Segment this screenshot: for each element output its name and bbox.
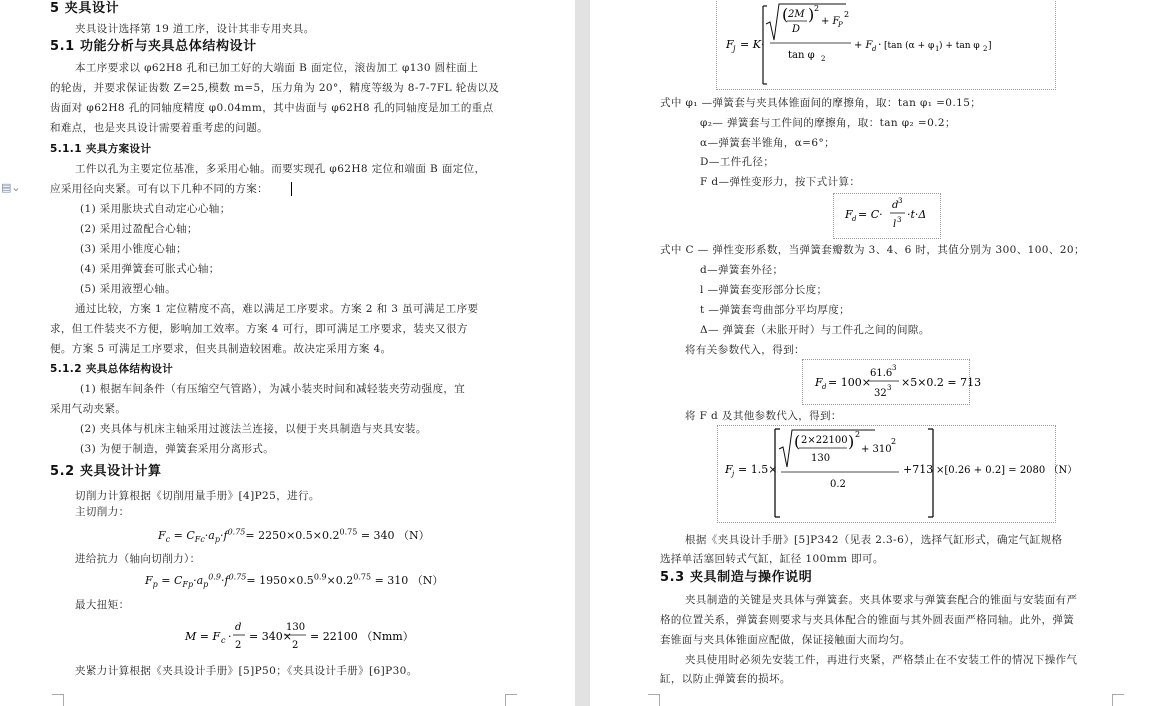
svg-text:1: 1 <box>935 45 940 53</box>
paragraph-line: 将有关参数代入，得到： <box>685 344 805 356</box>
paragraph-line: 夹具设计选择第 19 道工序，设计其非专用夹具。 <box>75 23 315 35</box>
paragraph-line: 齿面对 φ62H8 孔的同轴度精度 φ0.04mm，其中齿面与 φ62H8 孔的同轴度是加工的重点 <box>50 102 494 114</box>
svg-text:= 100×: = 100× <box>828 376 871 389</box>
svg-text:l: l <box>893 219 897 230</box>
svg-text:): ) <box>808 5 815 24</box>
paragraph-line: 通过比较，方案 1 定位精度不高，难以满足工序要求。方案 2 和 3 虽可满足工序要 <box>75 303 479 315</box>
heading-section-5-1: 5.1 功能分析与夹具总体结构设计 <box>50 39 257 54</box>
svg-text:= K·: = K· <box>740 38 765 51</box>
variable-definition: D—工件孔径； <box>700 156 775 168</box>
paragraph-line: 应采用径向夹紧。可有以下几种不同的方案： <box>50 183 268 195</box>
svg-text:×5×0.2 = 713: ×5×0.2 = 713 <box>901 376 982 389</box>
document-page-right <box>590 0 1166 706</box>
svg-text:d: d <box>822 383 827 391</box>
svg-text:2: 2 <box>844 10 850 19</box>
paragraph-line: 主切削力： <box>75 506 130 518</box>
svg-text:]: ] <box>988 41 992 51</box>
paragraph-line: 便。方案 5 可满足工序要求，但夹具制造较困难。故决定采用方案 4。 <box>50 343 392 355</box>
heading-chapter-5: 5 夹具设计 <box>50 1 120 16</box>
heading-section-5-3: 5.3 夹具制造与操作说明 <box>660 570 813 585</box>
variable-definition: φ₂— 弹簧套与工件间的摩擦角，取：tan φ₂ =0.2； <box>700 117 956 129</box>
formula-elastic-force-general <box>845 193 941 239</box>
svg-text:130: 130 <box>286 622 306 633</box>
svg-text:P: P <box>838 21 843 29</box>
formula-cutting-force: $F_c = C_{Fc}\cdot a_p\cdot f^{0.75}= 2250\times 0.5\times 0.2^{0.75} = 340$ （N） <box>158 527 430 545</box>
paragraph-line: 本工序要求以 φ62H8 孔和已加工好的大端面 B 面定位，滚齿加工 φ130 圆柱面上 <box>75 62 479 74</box>
variable-definition: F d—弹性变形力，按下式计算： <box>700 176 861 188</box>
paragraph-line: 求，但工件装夹不方便，影响加工效率。方案 4 可行，即可满足工序要求，装夹又很方 <box>50 323 468 335</box>
page-corner-mark <box>648 694 660 706</box>
list-item: (2) 采用过盈配合心轴； <box>80 223 198 235</box>
svg-text:(: ( <box>794 432 801 451</box>
paragraph-line: 套锥面与夹具体锥面应配做，保证接触面大而均匀。 <box>660 634 911 646</box>
variable-definition: t —弹簧套弯曲部分平均厚度； <box>700 304 851 316</box>
svg-text:d: d <box>852 215 857 223</box>
list-item: (2) 夹具体与机床主轴采用过渡法兰连接，以便于夹具制造与夹具安装。 <box>80 423 427 435</box>
formula-clamp-force-general <box>726 0 1056 88</box>
svg-text:= 22100 （Nmm）: = 22100 （Nmm） <box>310 630 414 643</box>
heading-section-5-1-1: 5.1.1 夹具方案设计 <box>50 143 152 155</box>
svg-text:0.2: 0.2 <box>830 479 846 490</box>
svg-text:3: 3 <box>892 364 897 372</box>
svg-text:tan φ: tan φ <box>788 50 815 61</box>
svg-text:= 1.5×: = 1.5× <box>738 463 778 476</box>
paragraph-line: 夹紧力计算根据《夹具设计手册》[5]P50；《夹具设计手册》[6]P30。 <box>75 665 418 677</box>
formula-elastic-force-value <box>815 359 982 405</box>
variable-definition: 式中 C — 弹性变形系数，当弹簧套瓣数为 3、4、6 时，其值分别为 300、100、20； <box>660 244 1085 256</box>
paragraph-line: 的轮齿，并要求保证齿数 Z=25,模数 m=5，压力角为 20°，精度等级为 8-7-7FL 轮齿以及 <box>50 82 500 94</box>
svg-text:·: · <box>228 630 232 643</box>
svg-text:3: 3 <box>898 197 903 205</box>
variable-definition: l —弹簧套变形部分长度； <box>700 284 828 296</box>
svg-text:d: d <box>892 200 899 211</box>
list-item: (3) 为便于制造，弹簧套采用分离形式。 <box>80 443 275 455</box>
paragraph-line: 缸，以防止弹簧套的损坏。 <box>660 673 791 685</box>
svg-text:j: j <box>732 470 735 478</box>
svg-text:c: c <box>221 636 226 645</box>
paragraph-line: 选择单活塞回转式气缸，缸径 100mm 即可。 <box>660 553 884 565</box>
svg-text:2: 2 <box>891 437 897 446</box>
svg-text:61.6: 61.6 <box>870 368 893 379</box>
paragraph-line: 根据《夹具设计手册》[5]P342（见表 2.3-6），选择气缸形式，确定气缸规格 <box>685 534 1063 546</box>
list-item: (3) 采用小锥度心轴； <box>80 243 188 255</box>
heading-section-5-1-2: 5.1.2 夹具总体结构设计 <box>50 363 174 375</box>
heading-section-5-2: 5.2 夹具设计计算 <box>50 464 162 479</box>
svg-text:F: F <box>725 463 733 476</box>
paragraph-line: 工件以孔为主要定位基准，多采用心轴。而要实现孔 φ62H8 定位和端面 B 面定位， <box>75 163 486 175</box>
svg-text:32: 32 <box>874 388 887 399</box>
svg-text:2×22100: 2×22100 <box>801 435 848 446</box>
svg-text:2: 2 <box>821 55 826 63</box>
paragraph-line: 切削力计算根据《切削用量手册》[4]P25，进行。 <box>75 490 320 502</box>
variable-definition: α—弹簧套半锥角，α=6°； <box>700 137 836 149</box>
formula-feed-force: $F_p = C_{Fp}\cdot a_p^{0.9}\cdot f^{0.75}= 1950\times 0.5^{0.9}\times 0.2^{0.75} = 310$ （N） <box>145 572 444 590</box>
svg-text:(: ( <box>782 5 789 24</box>
svg-text:2: 2 <box>235 640 242 651</box>
formula-max-torque <box>185 616 425 656</box>
svg-text:2: 2 <box>814 4 820 13</box>
svg-text:= C·: = C· <box>858 208 883 221</box>
page-corner-mark <box>1112 694 1124 706</box>
svg-text:j: j <box>733 44 736 53</box>
variable-definition: d—弹簧套外径； <box>700 264 784 276</box>
svg-text:F: F <box>726 38 734 51</box>
svg-text:= 340×: = 340× <box>249 630 292 643</box>
svg-text:3: 3 <box>897 216 902 224</box>
list-item: (1) 根据车间条件（有压缩空气管路），为减小装夹时间和减轻装夹劳动强度，宜 <box>80 383 466 395</box>
variable-definition: 式中 φ₁ —弹簧套与夹具体锥面间的摩擦角，取：tan φ₁ =0.15； <box>660 97 982 109</box>
page-corner-mark <box>505 694 517 706</box>
svg-text:+ F: + F <box>854 40 873 51</box>
paragraph-line: 夹具制造的关键是夹具体与弹簧套。夹具体要求与弹簧套配合的锥面与安装面有严 <box>685 594 1078 606</box>
document-icon[interactable]: ▤⌄ <box>1 181 21 194</box>
torque-lhs: M = F <box>185 630 221 643</box>
paragraph-line: 将 F d 及其他参数代入，得到： <box>685 410 842 422</box>
list-item: (1) 采用胀块式自动定心心轴； <box>80 203 231 215</box>
svg-text:F: F <box>815 376 823 389</box>
svg-text:·t·Δ: ·t·Δ <box>907 208 927 221</box>
svg-text:[tan (α + φ: [tan (α + φ <box>884 41 935 51</box>
svg-text:2: 2 <box>292 640 299 651</box>
list-item: (5) 采用液塑心轴。 <box>80 283 177 295</box>
document-page-left <box>0 0 575 706</box>
paragraph-line: 采用气动夹紧。 <box>50 403 127 415</box>
paragraph-line: 夹具使用时必须先安装工件，再进行夹紧，严格禁止在不安装工件的情况下操作气 <box>685 654 1078 666</box>
formula-clamp-force-value <box>725 425 1078 523</box>
svg-text:3: 3 <box>887 384 892 392</box>
variable-definition: Δ— 弹簧套（未胀开时）与工件孔之间的间隙。 <box>700 324 930 336</box>
svg-text:d: d <box>872 45 877 53</box>
paragraph-line: 格的位置关系，弹簧套则要求与夹具体配合的锥面与其外圆表面严格同轴。此外，弹簧 <box>660 614 1075 626</box>
page-gutter <box>575 0 590 706</box>
paragraph-line: 最大扭矩： <box>75 599 130 611</box>
svg-text:·: · <box>878 38 882 51</box>
page-corner-mark <box>52 694 64 706</box>
svg-text:): ) <box>848 432 855 451</box>
list-item: (4) 采用弹簧套可胀式心轴； <box>80 263 220 275</box>
svg-text:+713: +713 <box>903 463 934 476</box>
paragraph-line: 和难点，也是夹具设计需要着重考虑的问题。 <box>50 122 268 134</box>
svg-text:D: D <box>792 24 801 35</box>
svg-text:+ F: + F <box>821 16 840 27</box>
text-cursor <box>291 182 292 196</box>
svg-text:d: d <box>235 622 242 633</box>
svg-text:2M: 2M <box>788 9 805 20</box>
paragraph-line: 进给抗力（轴向切削力）： <box>75 553 201 565</box>
svg-text:130: 130 <box>811 453 831 464</box>
svg-text:F: F <box>845 208 853 221</box>
svg-text:2: 2 <box>855 430 861 439</box>
svg-text:×[0.26 + 0.2] = 2080 （N）: ×[0.26 + 0.2] = 2080 （N） <box>936 465 1078 476</box>
svg-text:+ 310: + 310 <box>861 444 892 455</box>
svg-text:2: 2 <box>983 45 988 53</box>
svg-text:) + tan φ: ) + tan φ <box>939 41 980 51</box>
